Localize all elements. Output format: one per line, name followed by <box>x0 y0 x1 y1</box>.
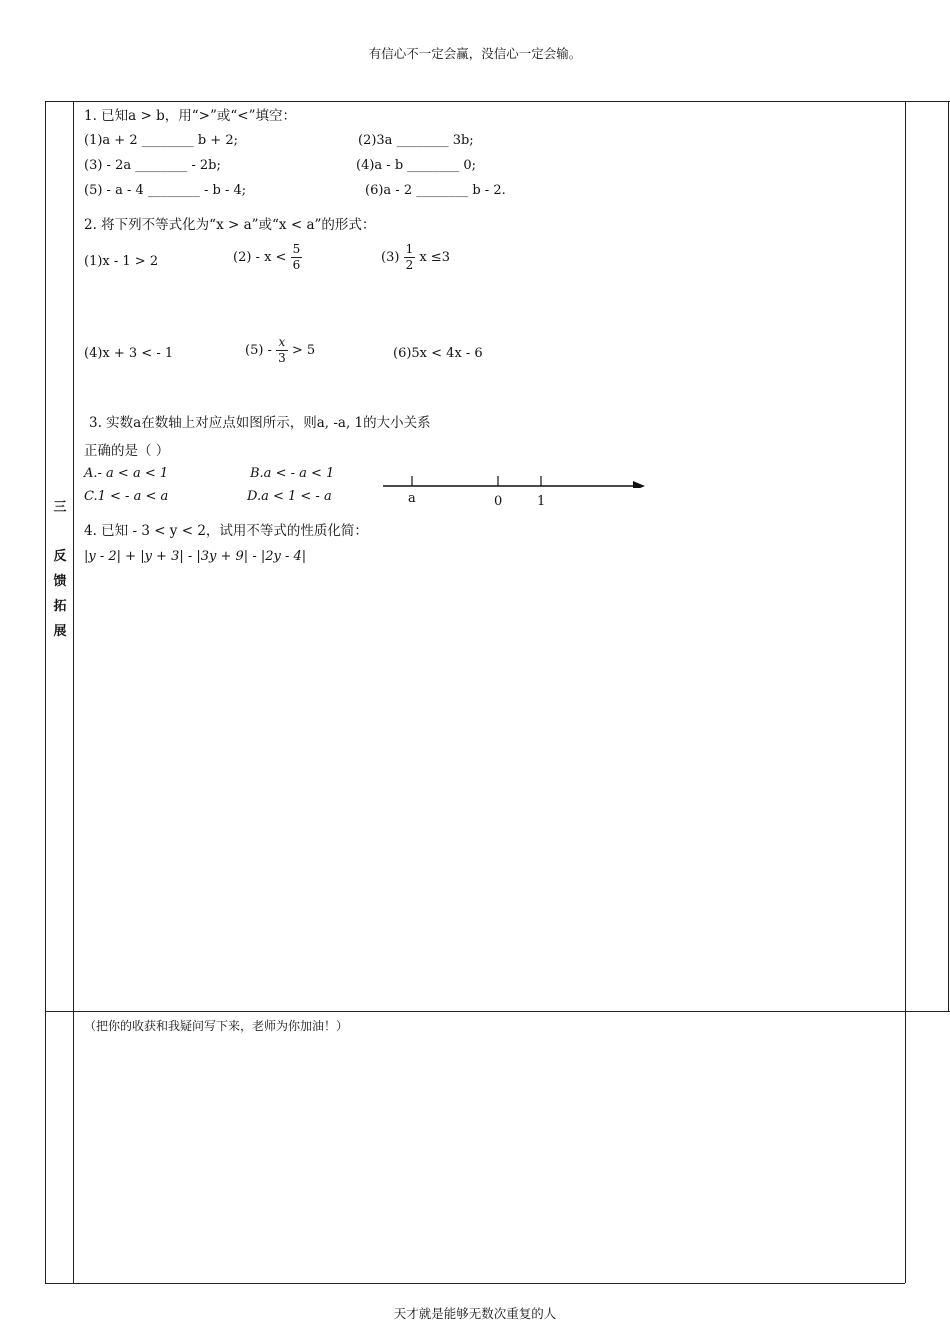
header-motto: 有信心不一定会赢，没信心一定会输。 <box>368 46 582 61</box>
side-label-zhan: 展 <box>53 624 67 639</box>
q2-item-3 <box>381 242 450 273</box>
q2-item-3-fraction <box>404 242 416 273</box>
fraction-numerator: 1 <box>405 242 414 256</box>
q3-line-1: 3. 实数a在数轴上对应点如图所示，则a, -a, 1的大小关系 <box>89 415 431 431</box>
q2-item-2 <box>233 242 302 273</box>
number-line-axis-icon <box>383 476 645 488</box>
q1-item-1: (1)a + 2 ________ b + 2; <box>84 133 238 148</box>
q1-item-4: (4)a - b ________ 0; <box>356 158 477 173</box>
fraction-numerator: x <box>276 335 288 351</box>
q2-intro: 2. 将下列不等式化为“x > a”或“x < a”的形式： <box>84 217 376 233</box>
q4-intro: 4. 已知 - 3 < y < 2，试用不等式的性质化简： <box>84 523 368 539</box>
q4-expression: |y - 2| + |y + 3| - |3y + 9| - |2y - 4| <box>84 549 307 564</box>
q1-item-6: (6)a - 2 ________ b - 2. <box>365 183 506 198</box>
q1-intro: 1. 已知a > b，用“>”或“<”填空： <box>84 108 296 124</box>
q1-item-5: (5) - a - 4 ________ - b - 4; <box>84 183 247 198</box>
q2-item-6: (6)5x < 4x - 6 <box>393 346 483 361</box>
number-line-label-0: 0 <box>494 494 503 509</box>
footer-motto: 天才就是能够无数次重复的人 <box>393 1306 557 1321</box>
fraction-numerator: 5 <box>292 242 301 256</box>
q2-item-3-prefix: (3) <box>381 250 400 265</box>
side-label-fan: 反 <box>53 549 67 564</box>
q3-option-a: A.- a < a < 1 <box>84 466 169 481</box>
number-line-label-1: 1 <box>537 494 546 509</box>
q3-option-b: B.a < - a < 1 <box>250 466 335 481</box>
q2-item-5-fraction <box>276 335 288 366</box>
q3-line-2: 正确的是（ ） <box>84 443 170 459</box>
side-label-tuo: 拓 <box>53 599 67 614</box>
q2-item-4: (4)x + 3 < - 1 <box>84 346 174 361</box>
fraction-denominator: 6 <box>292 258 301 272</box>
q1-item-2: (2)3a ________ 3b; <box>358 133 474 148</box>
fraction-denominator: 3 <box>278 351 286 365</box>
q2-item-2-prefix: (2) - x < <box>233 250 287 265</box>
q3-option-d: D.a < 1 < - a <box>247 489 332 504</box>
q2-item-5 <box>245 335 315 366</box>
q2-item-1: (1)x - 1 > 2 <box>84 254 159 269</box>
summary-prompt: （把你的收获和我疑问写下来，老师为你加油！） <box>84 1019 349 1033</box>
q1-item-3: (3) - 2a ________ - 2b; <box>84 158 221 173</box>
fraction-denominator: 2 <box>405 258 414 272</box>
q2-item-3-suffix: x ≤3 <box>419 250 450 265</box>
q2-item-2-fraction <box>291 242 303 273</box>
q2-item-5-suffix: > 5 <box>291 343 316 358</box>
side-label-3: 三 <box>53 500 67 515</box>
q2-item-5-prefix: (5) - <box>245 343 272 358</box>
side-label-kui: 馈 <box>53 574 67 589</box>
number-line-label-a: a <box>408 491 416 506</box>
q3-option-c: C.1 < - a < a <box>84 489 169 504</box>
number-line <box>383 476 645 509</box>
